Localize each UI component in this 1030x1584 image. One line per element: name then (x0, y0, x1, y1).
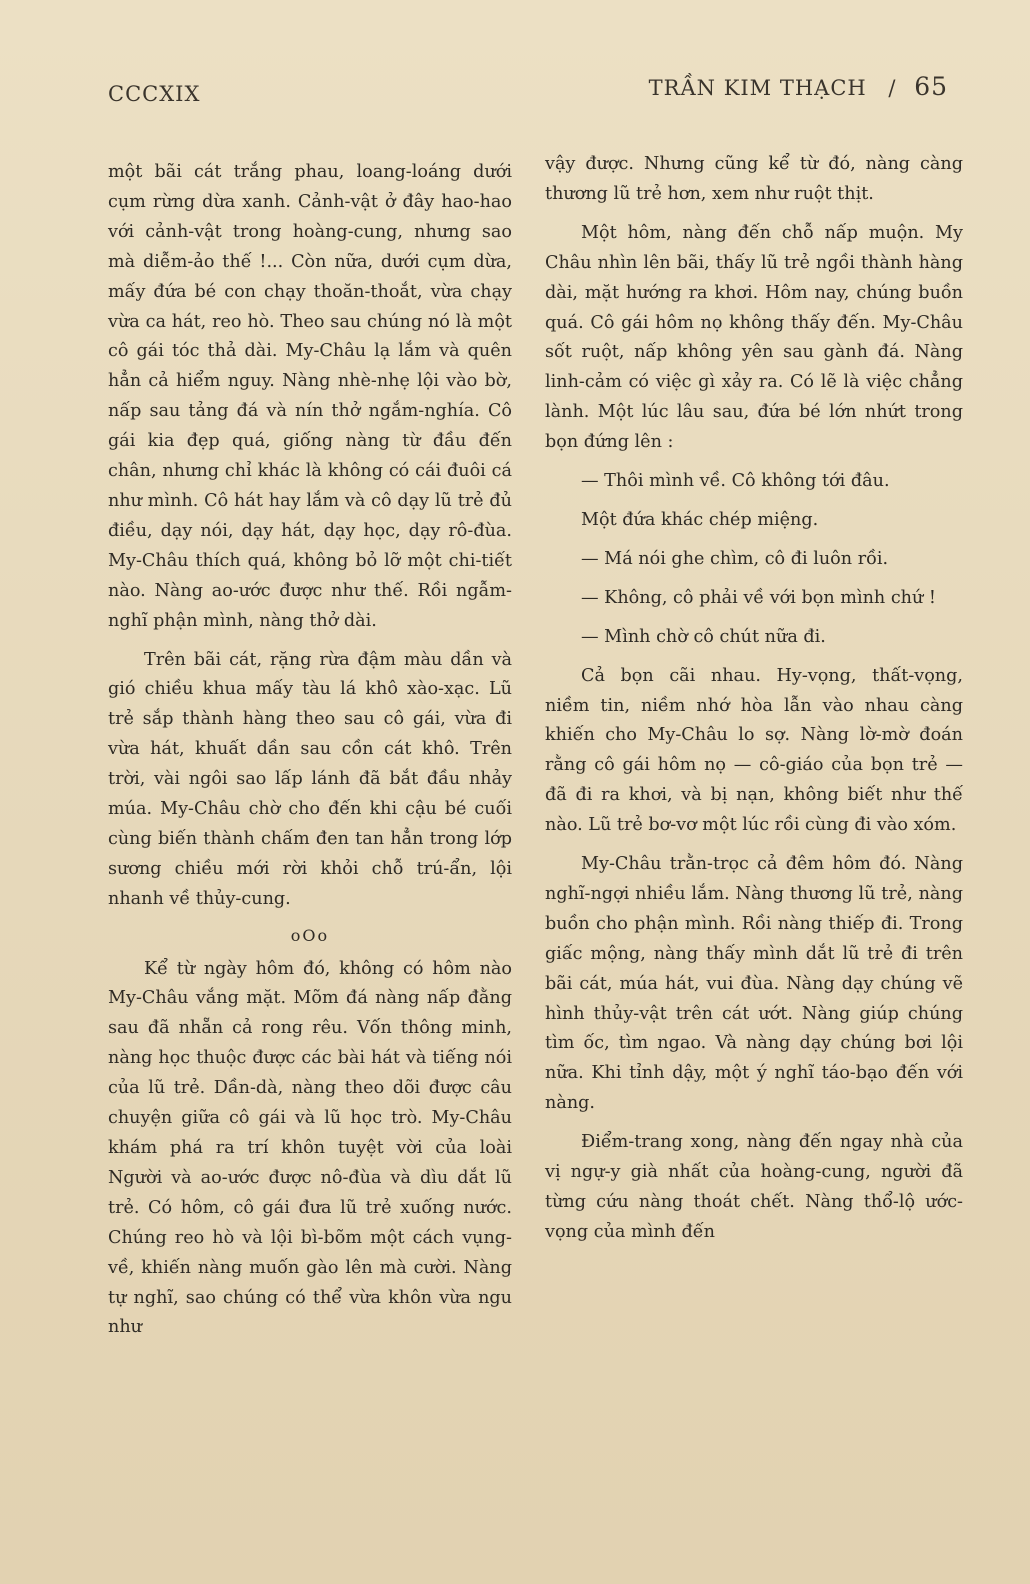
right-column (545, 150, 963, 1248)
section-separator: oOo (290, 925, 330, 945)
paragraph: Cả bọn cãi nhau. Hy-vọng, thất-vọng, niềm tin, niềm nhớ hòa lẫn vào nhau càng khiến cho My-Châu lo sợ. Nàng lờ-mờ đoán rằng cô gái hôm nọ — cô-giáo của bọn trẻ — đã đi ra khơi, và bị nạn, không biết như thế nào. Lũ trẻ bơ-vơ một lúc rồi cùng đi vào xóm. (545, 665, 963, 836)
paragraph: Điểm-trang xong, nàng đến ngay nhà của vị ngự-y già nhất của hoàng-cung, người đã từng cứu nàng thoát chết. Nàng thổ-lộ ước-vọng của mình đến (545, 1132, 963, 1242)
paragraph: My-Châu trằn-trọc cả đêm hôm đó. Nàng nghĩ-ngợi nhiều lắm. Nàng thương lũ trẻ, nàng buồn cho phận mình. Rồi nàng thiếp đi. Trong giấc mộng, nàng thấy mình dắt lũ trẻ đi trên bãi cát, múa hát, vui đùa. Nàng dạy chúng vẽ hình thủy-vật trên cát ướt. Nàng giúp chúng tìm ốc, tìm ngao. Và nàng dạy chúng bơi lội nữa. Khi tỉnh dậy, một ý nghĩ táo-bạo đến với nàng. (545, 854, 963, 1114)
dialogue-line: — Mình chờ cô chút nữa đi. (581, 626, 826, 647)
paragraph: Một hôm, nàng đến chỗ nấp muộn. My Châu nhìn lên bãi, thấy lũ trẻ ngồi thành hàng dài, mặt hướng ra khơi. Hôm nay, chúng buồn quá. Cô gái hôm nọ không thấy đến. My-Châu sốt ruột, nấp không yên sau gành đá. Nàng linh-cảm có việc gì xảy ra. Có lẽ là việc chẳng lành. Một lúc lâu sau, đứa bé lớn nhứt trong bọn đứng lên : (545, 222, 963, 453)
paragraph: Trên bãi cát, rặng rừa đậm màu dần và gió chiều khua mấy tàu lá khô xào-xạc. Lũ trẻ sắp thành hàng theo sau cô gái, vừa đi vừa hát, khuất dần sau cồn cát khô. Trên trời, vài ngôi sao lấp lánh đã bắt đầu nhảy múa. My-Châu chờ cho đến khi cậu bé cuối cùng biến thành chấm đen tan hẳn trong lớp sương chiều mới rời khỏi chỗ trú-ẩn, lội nhanh về thủy-cung. (108, 649, 512, 909)
page-number: 65 (914, 72, 948, 101)
author-name: TRẦN KIM THẠCH (648, 76, 867, 100)
dialogue-line: — Má nói ghe chìm, cô đi luôn rồi. (581, 548, 889, 569)
dialogue-line: — Không, cô phải về với bọn mình chứ ! (581, 587, 937, 608)
left-column (108, 158, 512, 1343)
dialogue-line: — Thôi mình về. Cô không tới đâu. (581, 471, 890, 492)
chapter-code: CCCXIX (108, 82, 201, 106)
dialogue-line: Một đứa khác chép miệng. (581, 509, 819, 530)
paragraph: vậy được. Nhưng cũng kể từ đó, nàng càng thương lũ trẻ hơn, xem như ruột thịt. (545, 154, 963, 204)
header-separator: / (888, 76, 897, 100)
paragraph: một bãi cát trắng phau, loang-loáng dưới cụm rừng dừa xanh. Cảnh-vật ở đây hao-hao với cảnh-vật trong hoàng-cung, nhưng sao mà diễm-ảo thế !... Còn nữa, dưới cụm dừa, mấy đứa bé con chạy thoăn-thoắt, vừa chạy vừa ca hát, reo hò. Theo sau chúng nó là một cô gái tóc thả dài. My-Châu lạ lắm và quên hẳn cả hiểm nguy. Nàng nhè-nhẹ lội vào bờ, nấp sau tảng đá và nín thở ngắm-nghía. Cô gái kia đẹp quá, giống nàng từ đầu đến chân, nhưng chỉ khác là không có cái đuôi cá như mình. Cô hát hay lắm và cô dạy lũ trẻ đủ điều, dạy nói, dạy hát, dạy học, dạy rô-đùa. My-Châu thích quá, không bỏ lỡ một chi-tiết nào. Nàng ao-ước được như thế. Rồi ngẫm-nghĩ phận mình, nàng thở dài. (108, 162, 512, 631)
running-header (649, 72, 948, 101)
paragraph: Kể từ ngày hôm đó, không có hôm nào My-Châu vắng mặt. Mõm đá nàng nấp đằng sau đã nhẵn cả rong rêu. Vốn thông minh, nàng học thuộc được các bài hát và tiếng nói của lũ trẻ. Dần-dà, nàng theo dõi được câu chuyện giữa cô gái và lũ học trò. My-Châu khám phá ra trí khôn tuyệt vời của loài Người và ao-ước được nô-đùa và dìu dắt lũ trẻ. Có hôm, cô gái đưa lũ trẻ xuống nước. Chúng reo hò và lội bì-bõm một cách vụng-về, khiến nàng muốn gào lên mà cười. Nàng tự nghĩ, sao chúng có thể vừa khôn vừa ngu như (108, 958, 512, 1338)
